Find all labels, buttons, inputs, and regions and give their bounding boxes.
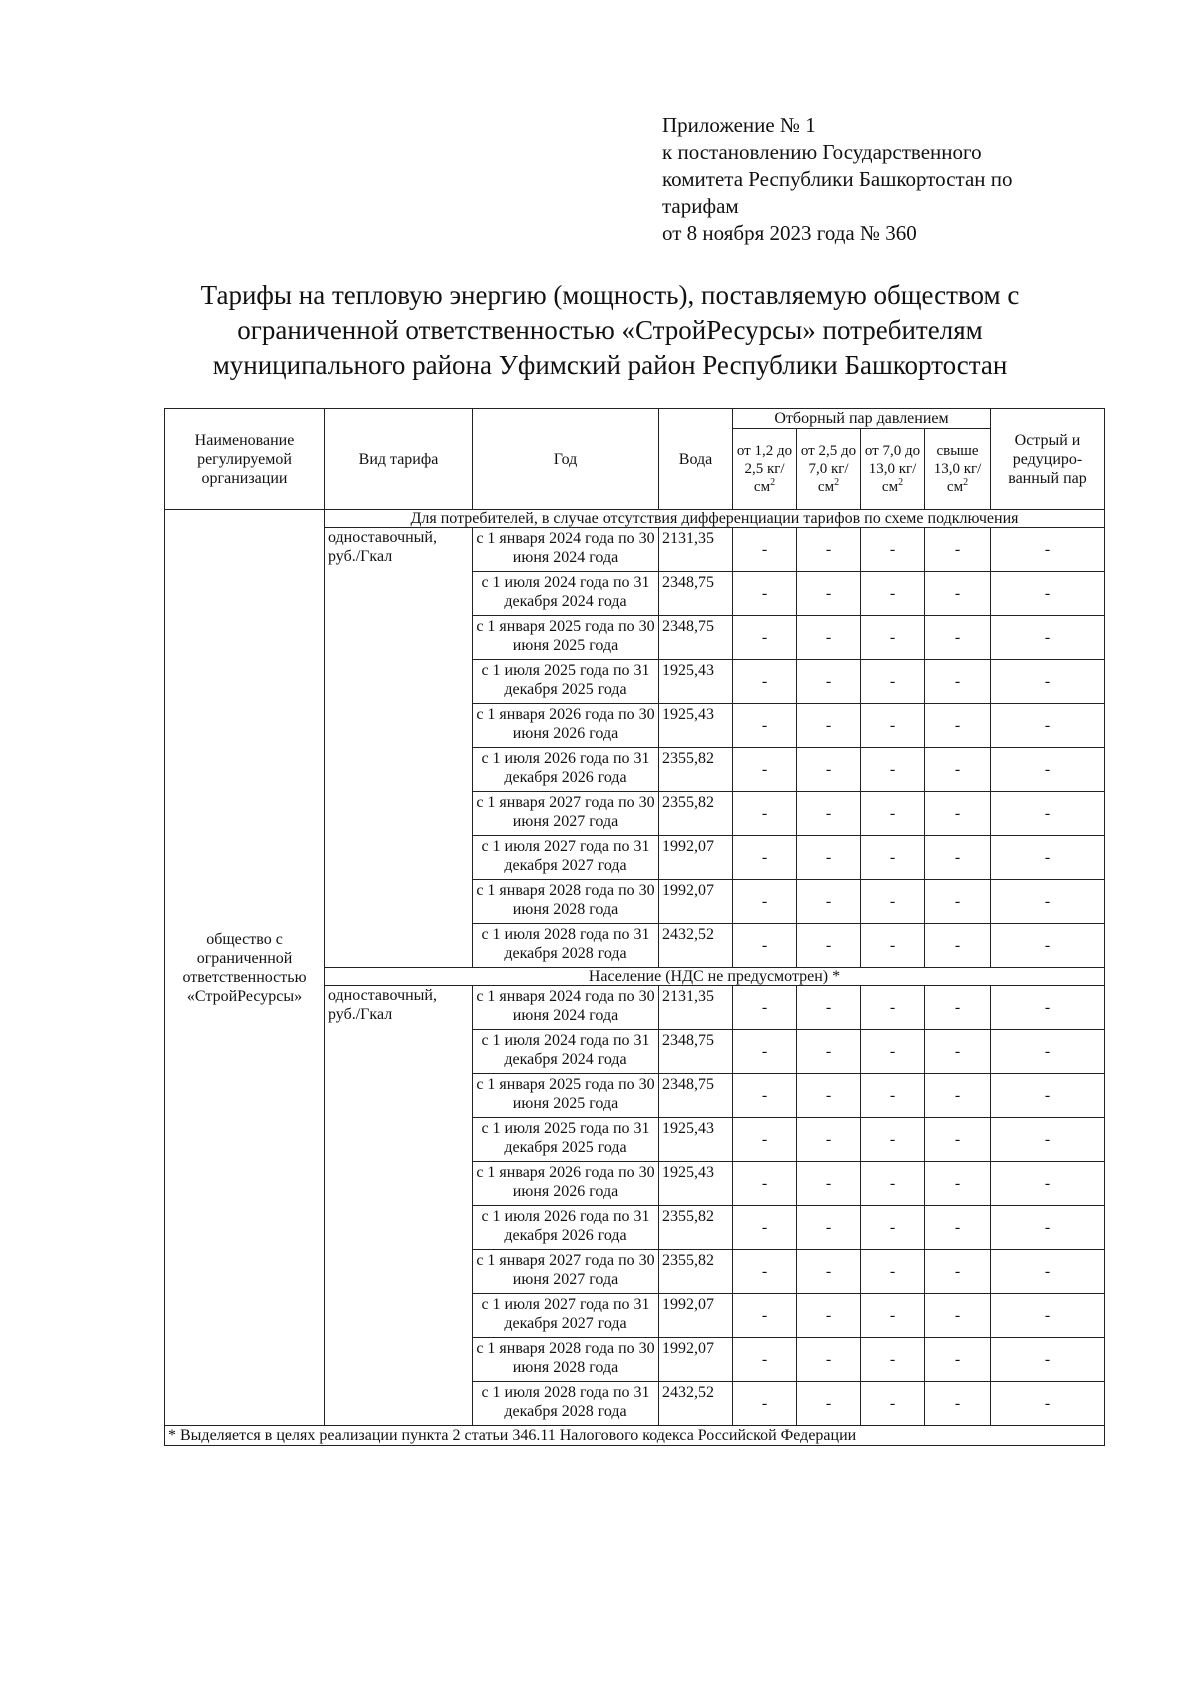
period-cell: с 1 июля 2028 года по 31 декабря 2028 года — [473, 1382, 659, 1426]
steam-tariff-cell: - — [925, 986, 991, 1030]
steam-tariff-cell: - — [797, 836, 861, 880]
steam-tariff-cell: - — [797, 1118, 861, 1162]
steam-tariff-cell: - — [925, 1162, 991, 1206]
steam-tariff-cell: - — [991, 1338, 1105, 1382]
water-tariff-cell: 2432,52 — [659, 924, 733, 968]
tariff-type-cell: одноставочный, руб./Гкал — [325, 528, 473, 968]
steam-tariff-cell: - — [925, 1294, 991, 1338]
period-cell: с 1 января 2026 года по 30 июня 2026 года — [473, 1162, 659, 1206]
steam-tariff-cell: - — [861, 528, 925, 572]
steam-tariff-cell: - — [991, 1162, 1105, 1206]
steam-tariff-cell: - — [861, 1030, 925, 1074]
steam-tariff-cell: - — [925, 924, 991, 968]
steam-tariff-cell: - — [925, 616, 991, 660]
steam-tariff-cell: - — [991, 1250, 1105, 1294]
header-steam-group: Отборный пар давлением — [733, 409, 991, 429]
water-tariff-cell: 2348,75 — [659, 1030, 733, 1074]
steam-tariff-cell: - — [991, 1382, 1105, 1426]
steam-tariff-cell: - — [861, 1250, 925, 1294]
period-cell: с 1 июля 2026 года по 31 декабря 2026 года — [473, 1206, 659, 1250]
water-tariff-cell: 1925,43 — [659, 1118, 733, 1162]
water-tariff-cell: 2348,75 — [659, 1074, 733, 1118]
steam-tariff-cell: - — [861, 836, 925, 880]
steam-tariff-cell: - — [797, 986, 861, 1030]
title-line: муниципального района Уфимский район Республики Башкортостан — [212, 350, 1008, 380]
period-cell: с 1 июля 2027 года по 31 декабря 2027 года — [473, 836, 659, 880]
steam-tariff-cell: - — [925, 748, 991, 792]
appendix-line: от 8 ноября 2023 года № 360 — [662, 221, 917, 245]
steam-tariff-cell: - — [861, 572, 925, 616]
header-org: Наименование регулируемой организации — [165, 409, 325, 510]
steam-tariff-cell: - — [797, 660, 861, 704]
steam-tariff-cell: - — [733, 660, 797, 704]
steam-tariff-cell: - — [991, 1074, 1105, 1118]
water-tariff-cell: 2348,75 — [659, 616, 733, 660]
period-cell: с 1 июля 2024 года по 31 декабря 2024 года — [473, 572, 659, 616]
steam-tariff-cell: - — [861, 792, 925, 836]
water-tariff-cell: 2131,35 — [659, 986, 733, 1030]
steam-tariff-cell: - — [925, 880, 991, 924]
steam-tariff-cell: - — [861, 616, 925, 660]
section-title: Для потребителей, в случае отсутствия дифференциации тарифов по схеме подключения — [325, 510, 1105, 528]
period-cell: с 1 января 2024 года по 30 июня 2024 года — [473, 528, 659, 572]
steam-tariff-cell: - — [861, 1294, 925, 1338]
steam-tariff-cell: - — [861, 704, 925, 748]
steam-tariff-cell: - — [733, 1382, 797, 1426]
water-tariff-cell: 2355,82 — [659, 1250, 733, 1294]
steam-tariff-cell: - — [991, 616, 1105, 660]
steam-tariff-cell: - — [925, 1338, 991, 1382]
steam-tariff-cell: - — [925, 836, 991, 880]
header-year: Год — [473, 409, 659, 510]
steam-tariff-cell: - — [733, 792, 797, 836]
steam-tariff-cell: - — [797, 880, 861, 924]
steam-tariff-cell: - — [925, 1118, 991, 1162]
period-cell: с 1 января 2026 года по 30 июня 2026 года — [473, 704, 659, 748]
steam-tariff-cell: - — [733, 986, 797, 1030]
steam-tariff-cell: - — [991, 1118, 1105, 1162]
water-tariff-cell: 1925,43 — [659, 660, 733, 704]
steam-tariff-cell: - — [861, 660, 925, 704]
period-cell: с 1 января 2027 года по 30 июня 2027 года — [473, 792, 659, 836]
steam-tariff-cell: - — [797, 1206, 861, 1250]
period-cell: с 1 июля 2026 года по 31 декабря 2026 года — [473, 748, 659, 792]
water-tariff-cell: 2355,82 — [659, 1206, 733, 1250]
steam-tariff-cell: - — [733, 1250, 797, 1294]
steam-tariff-cell: - — [925, 1382, 991, 1426]
header-steam-col: свыше 13,0 $кг/см^2$ — [925, 429, 991, 510]
period-cell: с 1 июля 2025 года по 31 декабря 2025 года — [473, 1118, 659, 1162]
steam-tariff-cell: - — [925, 1030, 991, 1074]
steam-tariff-cell: - — [797, 792, 861, 836]
steam-tariff-cell: - — [797, 704, 861, 748]
steam-tariff-cell: - — [797, 572, 861, 616]
steam-tariff-cell: - — [733, 836, 797, 880]
steam-tariff-cell: - — [733, 616, 797, 660]
steam-tariff-cell: - — [861, 748, 925, 792]
steam-tariff-cell: - — [991, 704, 1105, 748]
period-cell: с 1 января 2025 года по 30 июня 2025 года — [473, 1074, 659, 1118]
steam-tariff-cell: - — [733, 1294, 797, 1338]
steam-tariff-cell: - — [861, 1338, 925, 1382]
steam-tariff-cell: - — [733, 1074, 797, 1118]
steam-tariff-cell: - — [861, 1206, 925, 1250]
steam-tariff-cell: - — [733, 1162, 797, 1206]
period-cell: с 1 июля 2025 года по 31 декабря 2025 года — [473, 660, 659, 704]
steam-tariff-cell: - — [733, 704, 797, 748]
steam-tariff-cell: - — [925, 704, 991, 748]
steam-tariff-cell: - — [925, 1074, 991, 1118]
steam-tariff-cell: - — [733, 880, 797, 924]
appendix-block — [662, 112, 1102, 247]
header-sharp-steam: Острый и редуциро-ванный пар — [991, 409, 1105, 510]
header-tariff-type: Вид тарифа — [325, 409, 473, 510]
period-cell: с 1 января 2025 года по 30 июня 2025 года — [473, 616, 659, 660]
header-steam-col: от 2,5 до 7,0 $кг/см^2$ — [797, 429, 861, 510]
tariff-type-cell: одноставочный, руб./Гкал — [325, 986, 473, 1426]
water-tariff-cell: 2131,35 — [659, 528, 733, 572]
steam-tariff-cell: - — [991, 528, 1105, 572]
steam-tariff-cell: - — [797, 1074, 861, 1118]
steam-tariff-cell: - — [733, 1206, 797, 1250]
footnote: * Выделяется в целях реализации пункта 2 статьи 346.11 Налогового кодекса Российской Федерации — [165, 1426, 1105, 1446]
period-cell: с 1 января 2028 года по 30 июня 2028 года — [473, 880, 659, 924]
steam-tariff-cell: - — [925, 1206, 991, 1250]
steam-tariff-cell: - — [797, 1382, 861, 1426]
steam-tariff-cell: - — [797, 1294, 861, 1338]
period-cell: с 1 июля 2024 года по 31 декабря 2024 года — [473, 1030, 659, 1074]
steam-tariff-cell: - — [861, 1118, 925, 1162]
steam-tariff-cell: - — [991, 924, 1105, 968]
water-tariff-cell: 2348,75 — [659, 572, 733, 616]
steam-tariff-cell: - — [733, 572, 797, 616]
water-tariff-cell: 1992,07 — [659, 1338, 733, 1382]
steam-tariff-cell: - — [797, 924, 861, 968]
water-tariff-cell: 1992,07 — [659, 880, 733, 924]
period-cell: с 1 июля 2028 года по 31 декабря 2028 года — [473, 924, 659, 968]
steam-tariff-cell: - — [991, 986, 1105, 1030]
steam-tariff-cell: - — [861, 880, 925, 924]
period-cell: с 1 января 2027 года по 30 июня 2027 года — [473, 1250, 659, 1294]
steam-tariff-cell: - — [991, 1206, 1105, 1250]
title-line: Тарифы на тепловую энергию (мощность), поставляемую обществом с — [200, 280, 1020, 310]
tariff-table — [164, 408, 1105, 1446]
header-steam-col: от 1,2 до 2,5 $кг/см^2$ — [733, 429, 797, 510]
water-tariff-cell: 1992,07 — [659, 1294, 733, 1338]
water-tariff-cell: 2355,82 — [659, 792, 733, 836]
steam-tariff-cell: - — [991, 836, 1105, 880]
steam-tariff-cell: - — [925, 1250, 991, 1294]
appendix-line: Приложение № 1 — [662, 113, 816, 137]
appendix-line: тарифам — [662, 194, 739, 218]
steam-tariff-cell: - — [991, 880, 1105, 924]
period-cell: с 1 января 2028 года по 30 июня 2028 года — [473, 1338, 659, 1382]
steam-tariff-cell: - — [733, 1338, 797, 1382]
steam-tariff-cell: - — [925, 660, 991, 704]
steam-tariff-cell: - — [925, 792, 991, 836]
steam-tariff-cell: - — [991, 1030, 1105, 1074]
steam-tariff-cell: - — [733, 528, 797, 572]
steam-tariff-cell: - — [861, 1162, 925, 1206]
steam-tariff-cell: - — [733, 1030, 797, 1074]
water-tariff-cell: 1925,43 — [659, 704, 733, 748]
water-tariff-cell: 2432,52 — [659, 1382, 733, 1426]
organization-name: общество с ограниченной ответственностью «СтройРесурсы» — [165, 510, 325, 1426]
steam-tariff-cell: - — [991, 792, 1105, 836]
steam-tariff-cell: - — [797, 616, 861, 660]
steam-tariff-cell: - — [991, 1294, 1105, 1338]
steam-tariff-cell: - — [733, 748, 797, 792]
water-tariff-cell: 2355,82 — [659, 748, 733, 792]
steam-tariff-cell: - — [797, 1250, 861, 1294]
steam-tariff-cell: - — [861, 924, 925, 968]
steam-tariff-cell: - — [925, 572, 991, 616]
period-cell: с 1 июля 2027 года по 31 декабря 2027 года — [473, 1294, 659, 1338]
steam-tariff-cell: - — [733, 1118, 797, 1162]
appendix-line: комитета Республики Башкортостан по — [662, 167, 1013, 191]
water-tariff-cell: 1925,43 — [659, 1162, 733, 1206]
steam-tariff-cell: - — [797, 1030, 861, 1074]
steam-tariff-cell: - — [925, 528, 991, 572]
steam-tariff-cell: - — [991, 660, 1105, 704]
title-line: ограниченной ответственностью «СтройРесурсы» потребителям — [237, 315, 983, 345]
steam-tariff-cell: - — [861, 1074, 925, 1118]
steam-tariff-cell: - — [861, 986, 925, 1030]
steam-tariff-cell: - — [861, 1382, 925, 1426]
steam-tariff-cell: - — [797, 748, 861, 792]
document-title — [150, 278, 1070, 383]
steam-tariff-cell: - — [797, 528, 861, 572]
header-steam-col: от 7,0 до 13,0 $кг/см^2$ — [861, 429, 925, 510]
header-water: Вода — [659, 409, 733, 510]
water-tariff-cell: 1992,07 — [659, 836, 733, 880]
steam-tariff-cell: - — [797, 1338, 861, 1382]
steam-tariff-cell: - — [733, 924, 797, 968]
steam-tariff-cell: - — [991, 572, 1105, 616]
section-title: Население (НДС не предусмотрен) * — [325, 968, 1105, 986]
steam-tariff-cell: - — [797, 1162, 861, 1206]
period-cell: с 1 января 2024 года по 30 июня 2024 года — [473, 986, 659, 1030]
appendix-line: к постановлению Государственного — [662, 140, 982, 164]
steam-tariff-cell: - — [991, 748, 1105, 792]
